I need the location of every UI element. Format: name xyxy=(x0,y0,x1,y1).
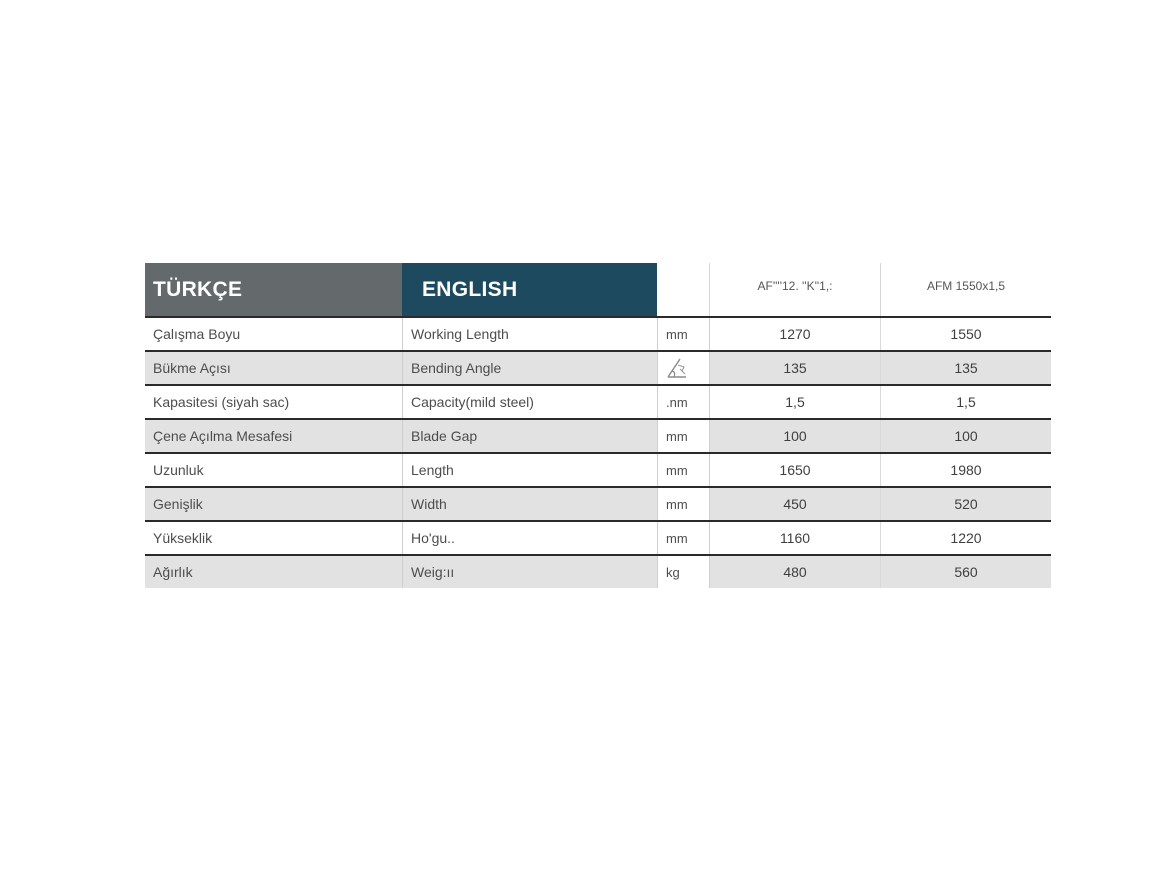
table-header xyxy=(145,263,1051,316)
row-label-en: Bending Angle xyxy=(402,352,657,384)
row-value-model-1: 1270 xyxy=(709,318,880,350)
row-value-model-1: 1650 xyxy=(709,454,880,486)
row-label-tr: Kapasitesi (siyah sac) xyxy=(153,394,290,410)
table-row-weight xyxy=(145,554,1051,588)
row-label-en: Working Length xyxy=(402,318,657,350)
table-row-width xyxy=(145,486,1051,520)
model-1-header: AF''''12. ''K''1,: xyxy=(709,263,880,316)
table-row-bending-angle xyxy=(145,350,1051,384)
row-value-model-1: 100 xyxy=(709,420,880,452)
row-value-model-2: 520 xyxy=(880,488,1051,520)
row-value-model-2: 100 xyxy=(880,420,1051,452)
row-label-tr: Bükme Açısı xyxy=(145,352,402,384)
row-value-model-1: 135 xyxy=(709,352,880,384)
row-unit: mm xyxy=(657,454,709,486)
row-value-model-2: 560 xyxy=(880,556,1051,588)
row-value-model-2: 1550 xyxy=(880,318,1051,350)
row-unit: mm xyxy=(657,318,709,350)
row-value-model-1: 1160 xyxy=(709,522,880,554)
angle-icon xyxy=(664,355,690,381)
row-value-model-1: 1,5 xyxy=(709,386,880,418)
unit-column-header xyxy=(657,263,709,316)
table-row-length xyxy=(145,452,1051,486)
model-2-header: AFM 1550x1,5 xyxy=(880,263,1051,316)
row-value-model-2: 1220 xyxy=(880,522,1051,554)
row-unit: mm xyxy=(657,420,709,452)
row-unit: mm xyxy=(657,522,709,554)
row-label-tr: Genişlik xyxy=(145,488,402,520)
row-label-tr: Çalışma Boyu xyxy=(153,326,241,342)
row-unit: mm xyxy=(657,488,709,520)
english-column-header: ENGLISH xyxy=(402,263,657,316)
row-value-model-2: 1980 xyxy=(880,454,1051,486)
row-unit: .nm xyxy=(657,386,709,418)
row-unit xyxy=(657,352,709,384)
row-label-tr: Yükseklik xyxy=(153,530,213,546)
row-value-model-2: 135 xyxy=(880,352,1051,384)
row-label-en: Blade Gap xyxy=(402,420,657,452)
row-unit: kg xyxy=(657,556,709,588)
table-row-capacity xyxy=(145,384,1051,418)
row-label-en: Capacity(mild steel) xyxy=(402,386,657,418)
row-label-tr: Ağırlık xyxy=(145,556,402,588)
row-value-model-2: 1,5 xyxy=(880,386,1051,418)
row-label-en: Weig:ıı xyxy=(402,556,657,588)
row-label-en: Ho'gu.. xyxy=(402,522,657,554)
spec-table xyxy=(145,263,1051,588)
row-value-model-1: 450 xyxy=(709,488,880,520)
turkish-column-header: TÜRKÇE xyxy=(145,263,402,316)
row-label-tr: Çene Açılma Mesafesi xyxy=(145,420,402,452)
row-label-tr: Uzunluk xyxy=(153,462,204,478)
table-row-working-length xyxy=(145,316,1051,350)
row-value-model-1: 480 xyxy=(709,556,880,588)
table-row-height xyxy=(145,520,1051,554)
table-row-blade-gap xyxy=(145,418,1051,452)
row-label-en: Width xyxy=(402,488,657,520)
row-label-en: Length xyxy=(402,454,657,486)
